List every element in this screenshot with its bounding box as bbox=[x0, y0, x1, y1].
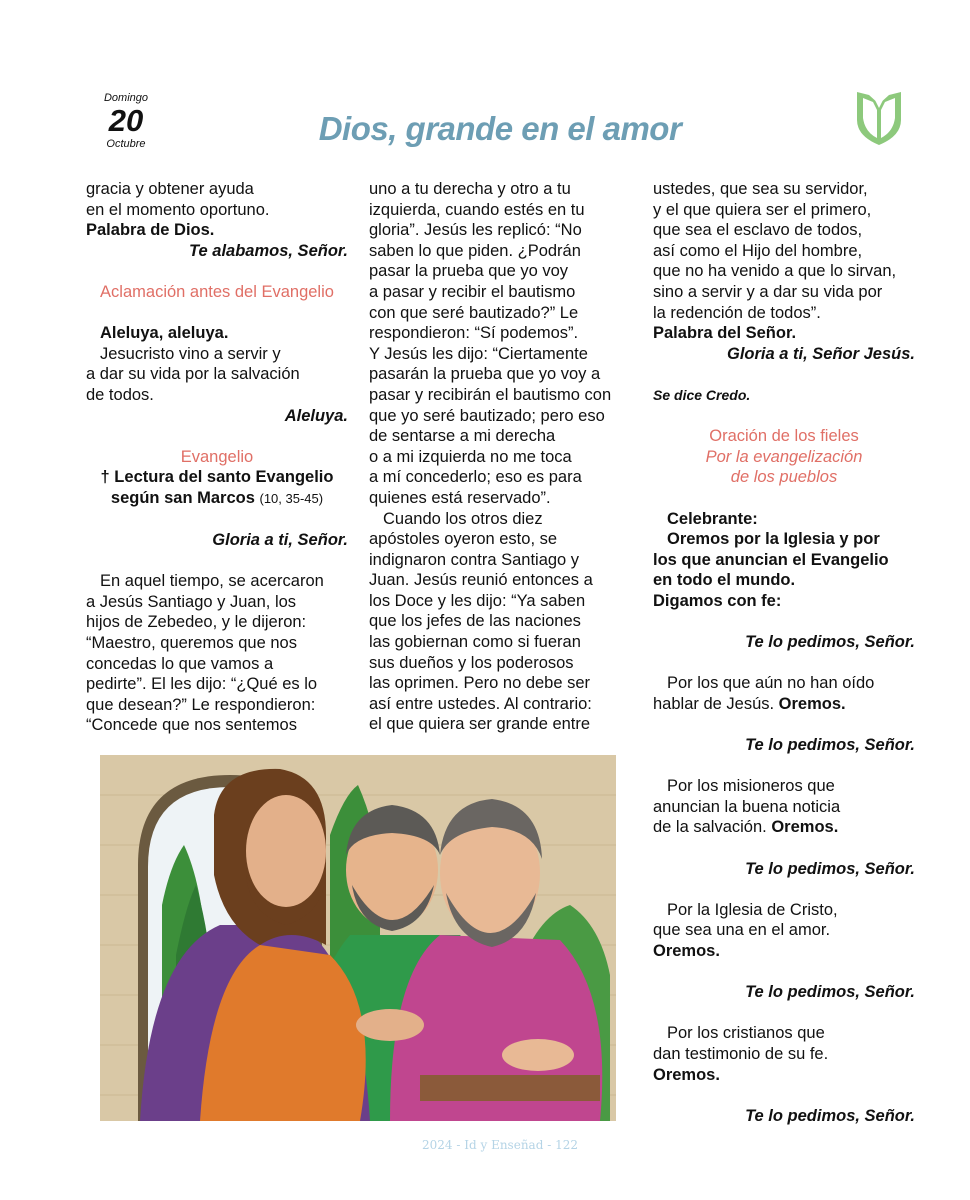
gospel-line: pasarán la prueba que yo voy a bbox=[369, 365, 601, 384]
section-heading-evangelio: Evangelio bbox=[180, 447, 254, 466]
response: Gloria a ti, Señor Jesús. bbox=[727, 344, 915, 363]
petition-line: Por los misioneros que bbox=[667, 777, 835, 796]
column-1 bbox=[86, 179, 348, 736]
gospel-line: sino a servir y a dar su vida por bbox=[653, 282, 883, 301]
gospel-line: Juan. Jesús reunió entonces a bbox=[369, 571, 593, 590]
gospel-line: de sentarse a mi derecha bbox=[369, 427, 556, 446]
petition-line: de la salvación. Oremos. bbox=[653, 818, 839, 837]
section-heading-oracion: Oración de los fieles bbox=[709, 427, 859, 446]
gospel-line: respondieron: “Sí podemos”. bbox=[369, 324, 579, 343]
petition-line: que sea una en el amor. bbox=[653, 921, 831, 940]
gospel-line: o a mi izquierda no me toca bbox=[369, 447, 572, 466]
petition-line: Por la Iglesia de Cristo, bbox=[667, 900, 838, 919]
gospel-line: ustedes, que sea su servidor, bbox=[653, 180, 868, 198]
gospel-line: quienes está reservado”. bbox=[369, 488, 551, 507]
response: Te lo pedimos, Señor. bbox=[745, 859, 915, 878]
response: Te lo pedimos, Señor. bbox=[745, 983, 915, 1002]
oremos: Oremos. bbox=[771, 818, 839, 837]
gospel-line: Cuando los otros diez bbox=[383, 509, 543, 528]
prayer-line: los que anuncian el Evangelio bbox=[653, 550, 889, 569]
response: Te lo pedimos, Señor. bbox=[745, 1106, 915, 1125]
gospel-line: a mí concederlo; eso es para bbox=[369, 468, 582, 487]
response: Te alabamos, Señor. bbox=[189, 241, 348, 260]
response: Te lo pedimos, Señor. bbox=[745, 633, 915, 652]
text-line: en el momento oportuno. bbox=[86, 200, 270, 219]
gospel-line: así entre ustedes. Al contrario: bbox=[369, 694, 592, 713]
day-number: 20 bbox=[108, 103, 144, 138]
gospel-line: a Jesús Santiago y Juan, los bbox=[86, 592, 297, 611]
gospel-line: que los jefes de las naciones bbox=[369, 612, 581, 631]
gospel-line: el que quiera ser grande entre bbox=[369, 715, 591, 734]
oremos: Oremos. bbox=[778, 694, 846, 713]
response: Gloria a ti, Señor. bbox=[212, 531, 348, 550]
gospel-line: uno a tu derecha y otro a tu bbox=[369, 180, 571, 198]
word-of-lord: Palabra del Señor. bbox=[653, 324, 797, 343]
word-of-god: Palabra de Dios. bbox=[86, 221, 215, 240]
verse-line: a dar su vida por la salvación bbox=[86, 365, 300, 384]
verse-line: Jesucristo vino a servir y bbox=[100, 344, 281, 363]
gospel-line: Y Jesús les dijo: “Ciertamente bbox=[369, 344, 588, 363]
apostle-hand bbox=[502, 1039, 574, 1071]
gospel-line: “Maestro, queremos que nos bbox=[86, 634, 297, 653]
jesus-face bbox=[246, 795, 326, 907]
gospel-line: que desean?” Le respondieron: bbox=[86, 695, 316, 714]
section-subheading: Por la evangelización bbox=[705, 447, 863, 466]
response: Te lo pedimos, Señor. bbox=[745, 736, 915, 755]
gospel-line: izquierda, cuando estés en tu bbox=[369, 200, 585, 219]
gospel-line: gloria”. Jesús les replicó: “No bbox=[369, 221, 582, 240]
column-3 bbox=[653, 179, 915, 1126]
oremos: Oremos. bbox=[653, 1065, 720, 1084]
petition-line: Por los cristianos que bbox=[667, 1024, 825, 1043]
gospel-line: saben lo que piden. ¿Podrán bbox=[369, 241, 581, 260]
aleluya: Aleluya, aleluya. bbox=[100, 324, 229, 343]
page-title: Dios, grande en el amor bbox=[318, 110, 682, 147]
gospel-line: que sea el esclavo de todos, bbox=[653, 221, 863, 240]
gospel-line: la redención de todos”. bbox=[653, 303, 821, 322]
gospel-line: pasar y recibirán el bautismo con bbox=[369, 385, 612, 404]
gospel-line: sus dueños y los poderosos bbox=[369, 653, 574, 672]
page-footer: 2024 - Id y Enseñad - 122 bbox=[422, 1138, 578, 1152]
celebrante-label: Celebrante: bbox=[667, 509, 758, 528]
gospel-reference: (10, 35-45) bbox=[259, 490, 324, 506]
oremos: Oremos. bbox=[653, 941, 720, 960]
gospel-line: indignaron contra Santiago y bbox=[369, 550, 580, 569]
gospel-illustration bbox=[100, 755, 616, 1121]
text-line: gracia y obtener ayuda bbox=[86, 180, 254, 198]
section-subheading: de los pueblos bbox=[730, 468, 838, 487]
petition-line: dan testimonio de su fe. bbox=[653, 1044, 829, 1063]
petition-line: Por los que aún no han oído bbox=[667, 674, 875, 693]
shield-y-logo-icon bbox=[855, 90, 903, 146]
gospel-line: y el que quiera ser el primero, bbox=[653, 200, 872, 219]
gospel-line: las gobiernan como si fueran bbox=[369, 633, 581, 652]
aleluya-response: Aleluya. bbox=[284, 406, 348, 425]
verse-line: de todos. bbox=[86, 385, 154, 404]
gospel-reading-subtitle: según san Marcos (10, 35-45) bbox=[110, 488, 324, 507]
column-2 bbox=[369, 179, 633, 735]
gospel-line: con que seré bautizado?” Le bbox=[369, 303, 579, 322]
date-block bbox=[96, 92, 156, 150]
gospel-line: En aquel tiempo, se acercaron bbox=[100, 572, 324, 591]
gospel-reading-title: † Lectura del santo Evangelio bbox=[100, 468, 334, 487]
day-of-week: Domingo bbox=[103, 92, 149, 104]
petition-line: hablar de Jesús. Oremos. bbox=[653, 694, 846, 713]
gospel-line: pedirte”. El les dijo: “¿Qué es lo bbox=[86, 675, 318, 694]
gospel-line: pasar la prueba que yo voy bbox=[369, 262, 569, 281]
gospel-line: las oprimen. Pero no debe ser bbox=[369, 674, 591, 693]
prayer-line: en todo el mundo. bbox=[653, 571, 796, 590]
gospel-line: así como el Hijo del hombre, bbox=[653, 241, 863, 260]
credo-note: Se dice Credo. bbox=[653, 386, 751, 403]
gospel-line: hijos de Zebedeo, y le dijeron: bbox=[86, 613, 307, 632]
gospel-line: que yo seré bautizado; pero eso bbox=[369, 406, 605, 425]
petition-line: anuncian la buena noticia bbox=[653, 797, 841, 816]
jesus-hand bbox=[356, 1009, 424, 1041]
gospel-line: que no ha venido a que lo sirvan, bbox=[653, 262, 897, 281]
prayer-line: Oremos por la Iglesia y por bbox=[667, 530, 880, 549]
gospel-line: apóstoles oyeron esto, se bbox=[369, 530, 558, 549]
gospel-line: los Doce y les dijo: “Ya saben bbox=[369, 591, 586, 610]
gospel-line: concedas lo que vamos a bbox=[86, 654, 274, 673]
gospel-line: a pasar y recibir el bautismo bbox=[369, 282, 576, 301]
month: Octubre bbox=[106, 138, 146, 150]
prayer-line: Digamos con fe: bbox=[653, 591, 782, 610]
section-heading-aclamacion: Aclamación antes del Evangelio bbox=[100, 282, 334, 301]
gospel-line: “Concede que nos sentemos bbox=[86, 716, 297, 735]
